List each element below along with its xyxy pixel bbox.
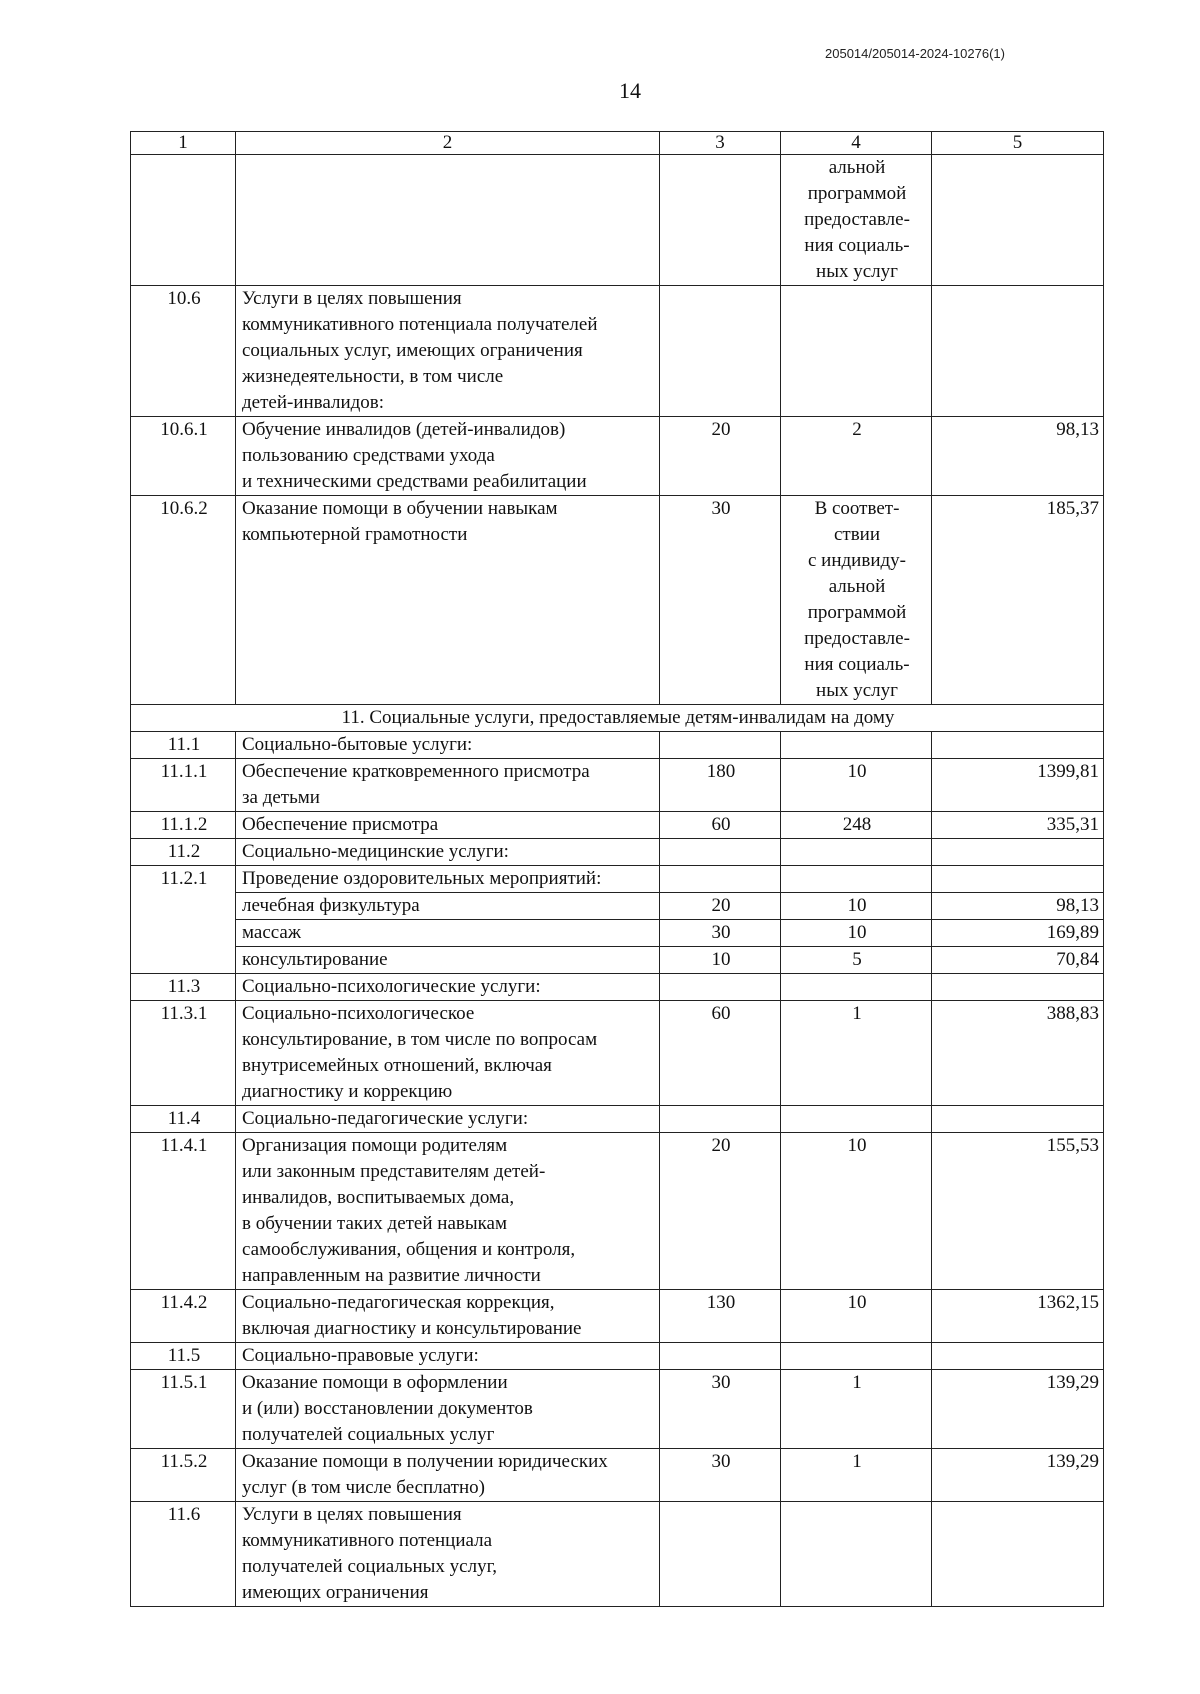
value-col-4: 248 xyxy=(781,812,932,839)
value-col-5 xyxy=(932,1502,1104,1607)
row-number: 11.3.1 xyxy=(131,1001,236,1106)
service-name: Оказание помощи в оформлении и (или) восстановлении документов получателей социальных услуг xyxy=(236,1370,660,1449)
value-col-4: 10 xyxy=(781,1290,932,1343)
value-col-3: 30 xyxy=(660,496,781,705)
value-col-5 xyxy=(932,286,1104,417)
section-title: 11. Социальные услуги, предоставляемые детям-инвалидам на дому xyxy=(131,705,1104,732)
table-row xyxy=(131,1133,1104,1290)
service-name: Социально-психологические услуги: xyxy=(236,974,660,1001)
service-name: Оказание помощи в получении юридических услуг (в том числе бесплатно) xyxy=(236,1449,660,1502)
table-row xyxy=(131,759,1104,812)
value-col-5 xyxy=(932,1106,1104,1133)
value-col-3 xyxy=(660,1106,781,1133)
table-row xyxy=(131,1449,1104,1502)
value-col-4 xyxy=(781,866,932,893)
service-name: Социально-бытовые услуги: xyxy=(236,732,660,759)
value-col-3: 20 xyxy=(660,1133,781,1290)
value-col-3: 30 xyxy=(660,1449,781,1502)
value-col-5: 139,29 xyxy=(932,1370,1104,1449)
table-row xyxy=(131,1370,1104,1449)
value-col-5 xyxy=(932,1343,1104,1370)
row-number: 11.6 xyxy=(131,1502,236,1607)
value-col-4 xyxy=(781,1106,932,1133)
service-name: Обеспечение присмотра xyxy=(236,812,660,839)
value-col-4 xyxy=(781,286,932,417)
value-col-3: 60 xyxy=(660,812,781,839)
row-number: 11.5.1 xyxy=(131,1370,236,1449)
row-number: 11.1 xyxy=(131,732,236,759)
table-row xyxy=(131,839,1104,866)
service-name: массаж xyxy=(236,920,660,947)
value-col-5: 388,83 xyxy=(932,1001,1104,1106)
table-row xyxy=(131,1290,1104,1343)
table-row xyxy=(131,1502,1104,1607)
row-number: 10.6 xyxy=(131,286,236,417)
page-number: 14 xyxy=(619,78,641,103)
value-col-4 xyxy=(781,1343,932,1370)
value-col-4 xyxy=(781,839,932,866)
value-col-5: 1362,15 xyxy=(932,1290,1104,1343)
table-row xyxy=(131,947,1104,974)
value-col-4: 1 xyxy=(781,1370,932,1449)
value-col-5: 335,31 xyxy=(932,812,1104,839)
table-row xyxy=(131,1343,1104,1370)
header-col-2: 2 xyxy=(236,132,660,155)
value-col-4: В соответ- ствии с индивиду- альной программой предоставле- ния социаль- ных услуг xyxy=(781,496,932,705)
value-col-5: 169,89 xyxy=(932,920,1104,947)
service-name: лечебная физкультура xyxy=(236,893,660,920)
service-name: Социально-психологическое консультирование, в том числе по вопросам внутрисемейных отношений, включая диагностику и коррекцию xyxy=(236,1001,660,1106)
service-name xyxy=(236,155,660,286)
value-col-3 xyxy=(660,155,781,286)
value-col-4 xyxy=(781,974,932,1001)
service-name: Услуги в целях повышения коммуникативного потенциала получателей социальных услуг, имеющих ограничения жизнедеятельности, в том числе детей-инвалидов: xyxy=(236,286,660,417)
value-col-4: 10 xyxy=(781,759,932,812)
service-name: Обучение инвалидов (детей-инвалидов) пользованию средствами ухода и техническими средствами реабилитации xyxy=(236,417,660,496)
value-col-3: 20 xyxy=(660,893,781,920)
value-col-3 xyxy=(660,839,781,866)
value-col-5: 98,13 xyxy=(932,417,1104,496)
value-col-5: 1399,81 xyxy=(932,759,1104,812)
value-col-4: 1 xyxy=(781,1001,932,1106)
table-row xyxy=(131,496,1104,705)
section-row xyxy=(131,705,1104,732)
table-row xyxy=(131,732,1104,759)
row-number: 10.6.2 xyxy=(131,496,236,705)
value-col-3: 20 xyxy=(660,417,781,496)
table-row xyxy=(131,286,1104,417)
value-col-5 xyxy=(932,732,1104,759)
value-col-3: 180 xyxy=(660,759,781,812)
service-name: Социально-медицинские услуги: xyxy=(236,839,660,866)
row-number: 11.1.2 xyxy=(131,812,236,839)
value-col-5 xyxy=(932,839,1104,866)
service-name: консультирование xyxy=(236,947,660,974)
header-col-1: 1 xyxy=(131,132,236,155)
value-col-4: 1 xyxy=(781,1449,932,1502)
value-col-3 xyxy=(660,1502,781,1607)
row-number: 11.5.2 xyxy=(131,1449,236,1502)
row-number: 11.4.1 xyxy=(131,1133,236,1290)
row-number: 11.3 xyxy=(131,974,236,1001)
value-col-5: 70,84 xyxy=(932,947,1104,974)
service-name: Организация помощи родителям или законным представителям детей- инвалидов, воспитываемых дома, в обучении таких детей навыкам самообслуживания, общения и контроля, направленным на развитие личности xyxy=(236,1133,660,1290)
value-col-3 xyxy=(660,1343,781,1370)
header-col-5: 5 xyxy=(932,132,1104,155)
service-name: Социально-педагогическая коррекция, включая диагностику и консультирование xyxy=(236,1290,660,1343)
value-col-3: 130 xyxy=(660,1290,781,1343)
row-number: 11.4.2 xyxy=(131,1290,236,1343)
row-number: 10.6.1 xyxy=(131,417,236,496)
value-col-5: 139,29 xyxy=(932,1449,1104,1502)
value-col-3: 30 xyxy=(660,920,781,947)
value-col-3: 10 xyxy=(660,947,781,974)
value-col-5: 185,37 xyxy=(932,496,1104,705)
value-col-3 xyxy=(660,974,781,1001)
row-number: 11.1.1 xyxy=(131,759,236,812)
header-col-4: 4 xyxy=(781,132,932,155)
row-number: 11.2.1 xyxy=(131,866,236,974)
row-number: 11.4 xyxy=(131,1106,236,1133)
value-col-5 xyxy=(932,866,1104,893)
document-id: 205014/205014-2024-10276(1) xyxy=(825,46,1005,61)
value-col-3 xyxy=(660,732,781,759)
table-row xyxy=(131,893,1104,920)
table-row xyxy=(131,1106,1104,1133)
service-name: Проведение оздоровительных мероприятий: xyxy=(236,866,660,893)
value-col-3: 60 xyxy=(660,1001,781,1106)
service-name: Социально-педагогические услуги: xyxy=(236,1106,660,1133)
value-col-5: 155,53 xyxy=(932,1133,1104,1290)
value-col-4: альной программой предоставле- ния социаль- ных услуг xyxy=(781,155,932,286)
header-col-3: 3 xyxy=(660,132,781,155)
service-name: Оказание помощи в обучении навыкам компьютерной грамотности xyxy=(236,496,660,705)
table-row xyxy=(131,417,1104,496)
value-col-4: 5 xyxy=(781,947,932,974)
value-col-4: 10 xyxy=(781,893,932,920)
value-col-4: 10 xyxy=(781,920,932,947)
table-row xyxy=(131,1001,1104,1106)
table-row xyxy=(131,812,1104,839)
value-col-4 xyxy=(781,1502,932,1607)
table-row xyxy=(131,920,1104,947)
value-col-5: 98,13 xyxy=(932,893,1104,920)
row-number: 11.5 xyxy=(131,1343,236,1370)
value-col-5 xyxy=(932,974,1104,1001)
row-number: 11.2 xyxy=(131,839,236,866)
row-number xyxy=(131,155,236,286)
value-col-4: 2 xyxy=(781,417,932,496)
table-row xyxy=(131,866,1104,893)
table-row xyxy=(131,974,1104,1001)
table-header-row xyxy=(131,132,1104,155)
service-name: Обеспечение кратковременного присмотра за детьми xyxy=(236,759,660,812)
table-row xyxy=(131,155,1104,286)
value-col-4: 10 xyxy=(781,1133,932,1290)
value-col-5 xyxy=(932,155,1104,286)
value-col-3 xyxy=(660,286,781,417)
value-col-4 xyxy=(781,732,932,759)
service-name: Услуги в целях повышения коммуникативного потенциала получателей социальных услуг, имеющих ограничения xyxy=(236,1502,660,1607)
service-name: Социально-правовые услуги: xyxy=(236,1343,660,1370)
value-col-3 xyxy=(660,866,781,893)
services-table xyxy=(130,131,1104,1607)
value-col-3: 30 xyxy=(660,1370,781,1449)
